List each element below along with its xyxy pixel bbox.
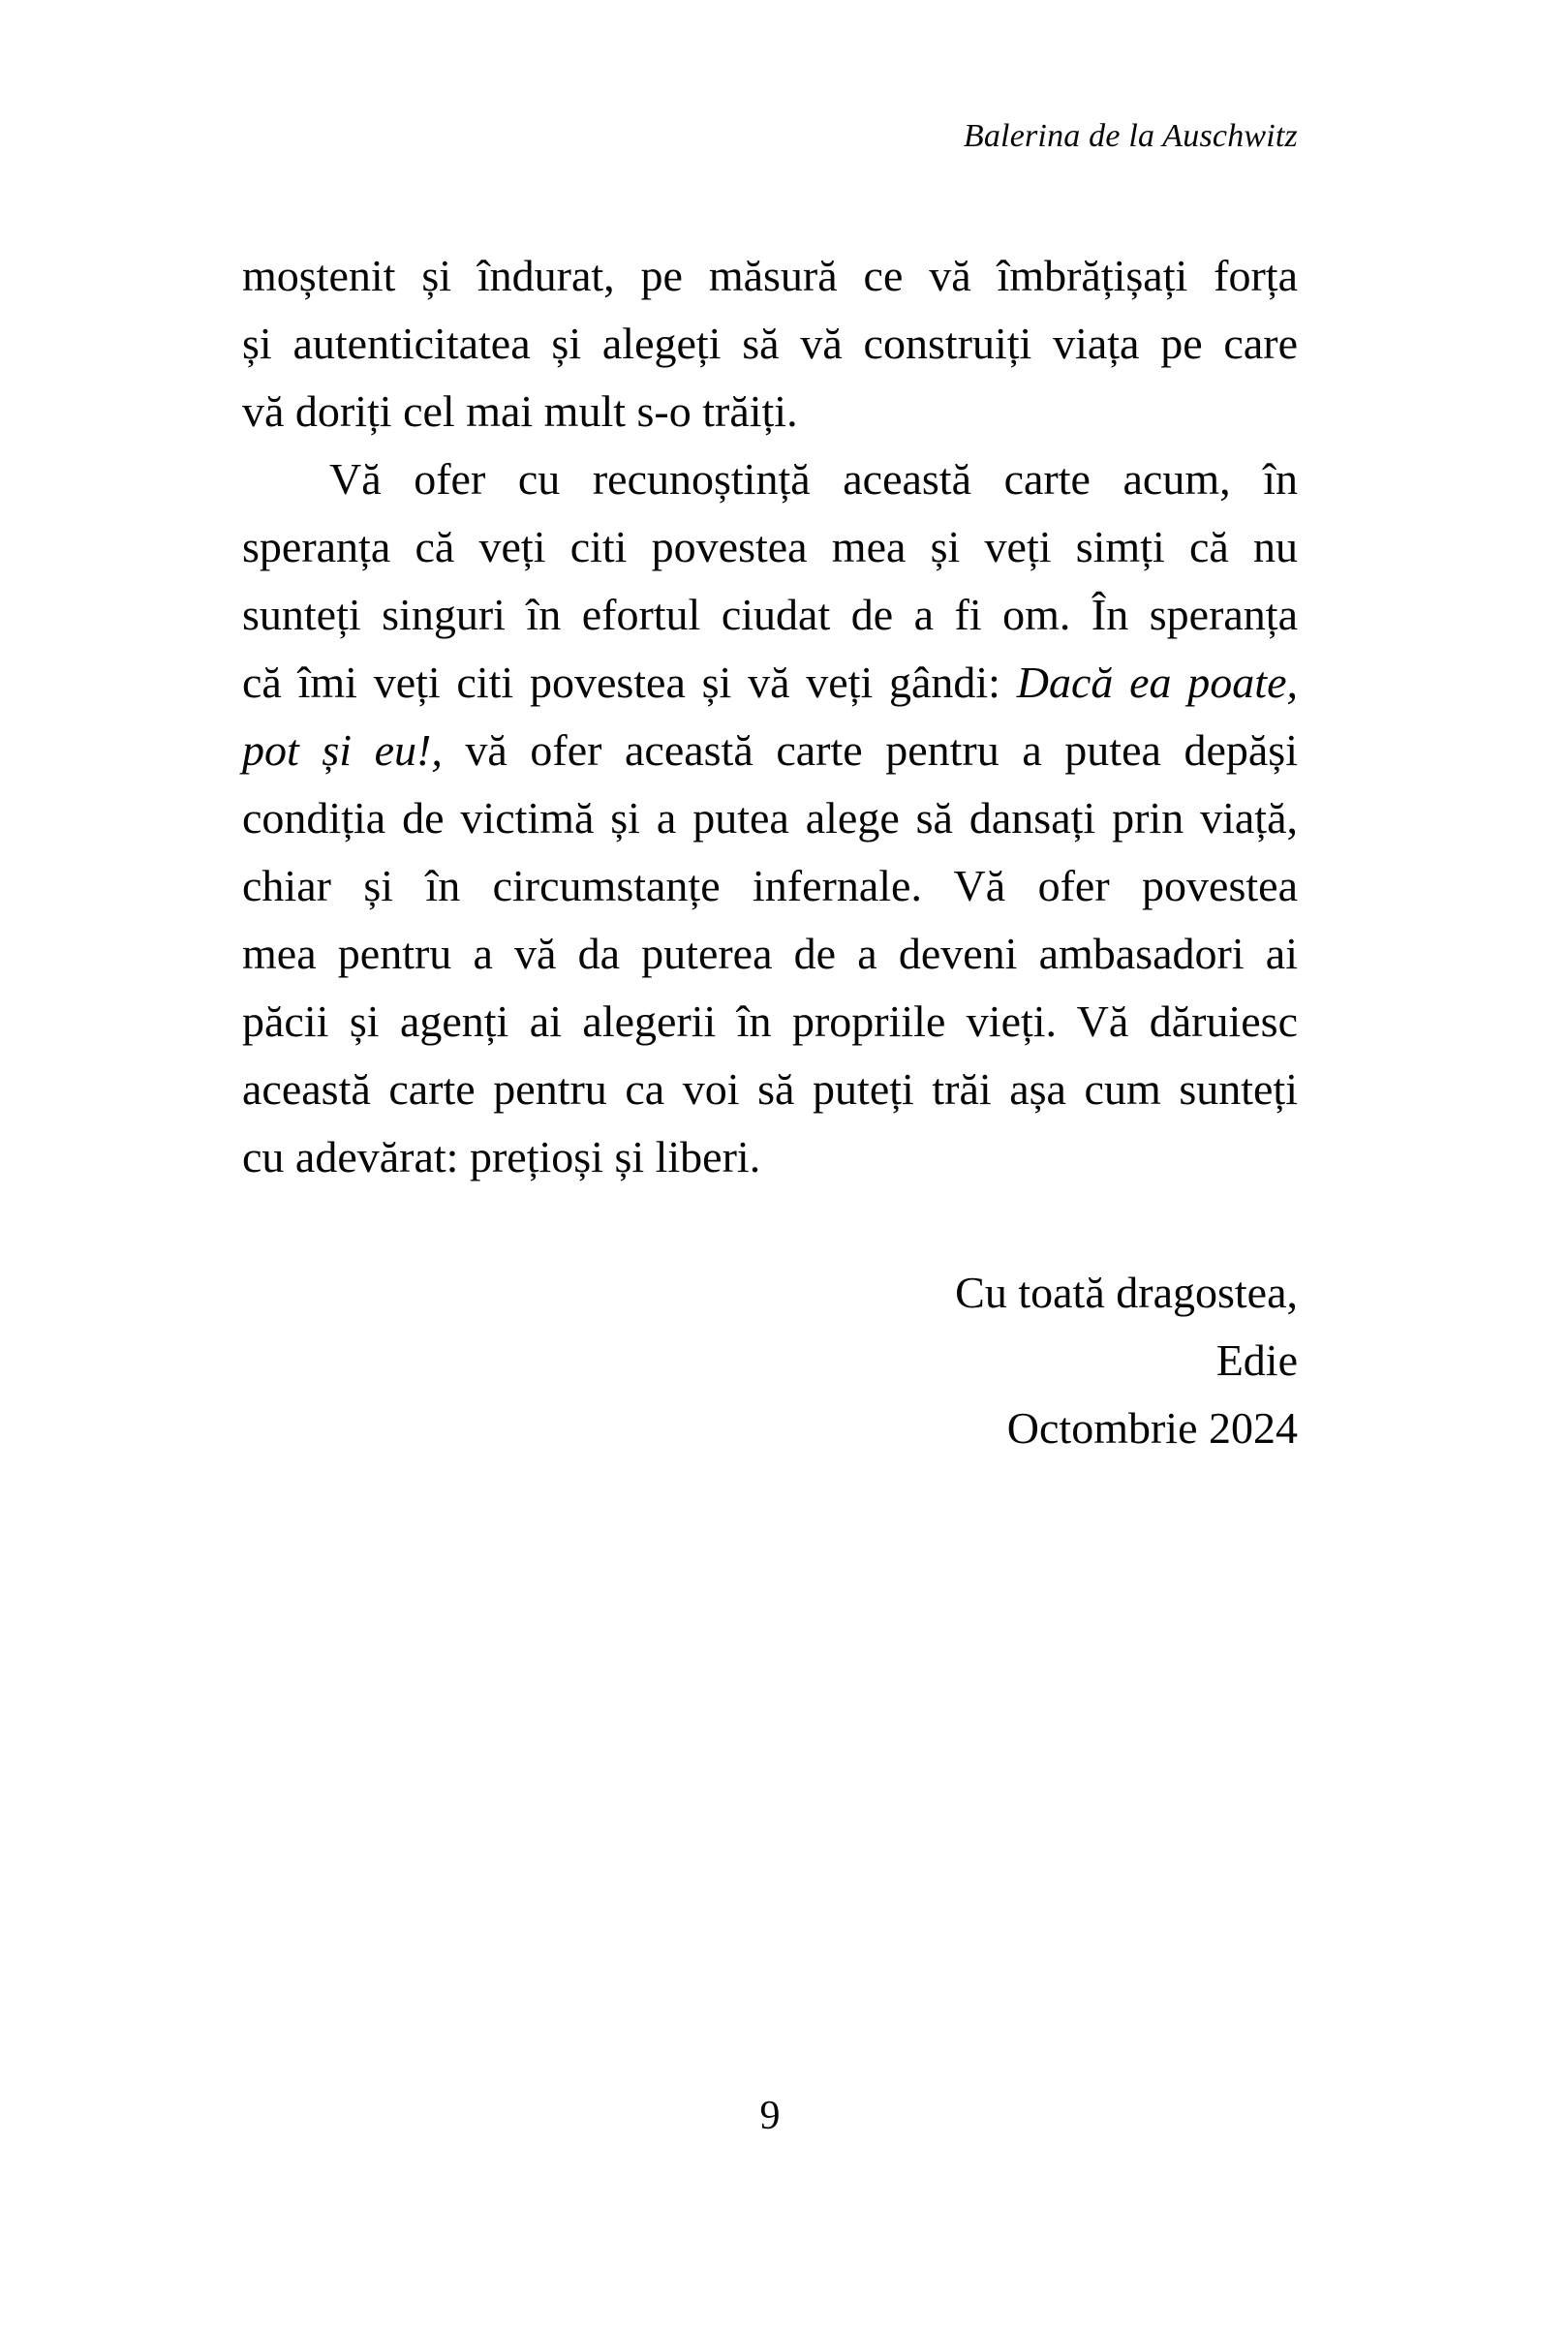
body-line xyxy=(242,513,1298,581)
text-segment: chiar și în circumstanțe infernale. Vă ofer povestea xyxy=(242,861,1298,910)
body-text xyxy=(242,242,1298,1191)
body-line xyxy=(242,581,1298,649)
text-segment: Vă ofer cu recunoștință această carte acum, în xyxy=(329,454,1298,504)
running-header: Balerina de la Auschwitz xyxy=(963,118,1298,154)
body-line xyxy=(242,1123,1298,1191)
body-line xyxy=(242,242,1298,310)
body-line xyxy=(242,920,1298,988)
body-line xyxy=(242,649,1298,717)
emphasis-text: pot și eu!, xyxy=(242,725,443,775)
body-line xyxy=(242,717,1298,784)
text-segment: această carte pentru ca voi să puteți trăi așa cum sunteți xyxy=(242,1064,1298,1114)
signature-name: Edie xyxy=(1215,1335,1298,1385)
body-line xyxy=(242,784,1298,852)
text-segment: moștenit și îndurat, pe măsură ce vă îmbrățișați forța xyxy=(242,251,1298,300)
body-line xyxy=(242,988,1298,1056)
text-segment: vă doriți cel mai mult s-o trăiți. xyxy=(242,386,798,436)
body-line xyxy=(242,378,1298,445)
text-segment: și autenticitatea și alegeți să vă construiți viața pe care xyxy=(242,319,1298,368)
body-line xyxy=(242,1056,1298,1123)
signature-date: Octombrie 2024 xyxy=(1006,1403,1298,1453)
signature-block xyxy=(242,1259,1298,1462)
emphasis-text: Dacă ea poate, xyxy=(1016,658,1298,707)
body-line xyxy=(242,310,1298,378)
text-segment: condiția de victimă și a putea alege să dansați prin viață, xyxy=(242,793,1298,843)
text-segment: sunteți singuri în efortul ciudat de a fi om. În speranța xyxy=(242,590,1298,639)
text-segment: că îmi veți citi povestea și vă veți gândi: xyxy=(242,658,1017,707)
body-line xyxy=(242,445,1298,513)
text-segment: speranța că veți citi povestea mea și veți simți că nu xyxy=(242,522,1298,571)
text-segment: păcii și agenți ai alegerii în propriile vieți. Vă dăruiesc xyxy=(242,996,1298,1046)
signature-closing: Cu toată dragostea, xyxy=(955,1268,1298,1317)
text-segment: vă ofer această carte pentru a putea depăși xyxy=(442,725,1298,775)
text-segment: cu adevărat: prețioși și liberi. xyxy=(242,1132,761,1181)
body-line xyxy=(242,852,1298,920)
text-segment: mea pentru a vă da puterea de a deveni ambasadori ai xyxy=(242,929,1298,978)
page-number: 9 xyxy=(759,2094,781,2138)
